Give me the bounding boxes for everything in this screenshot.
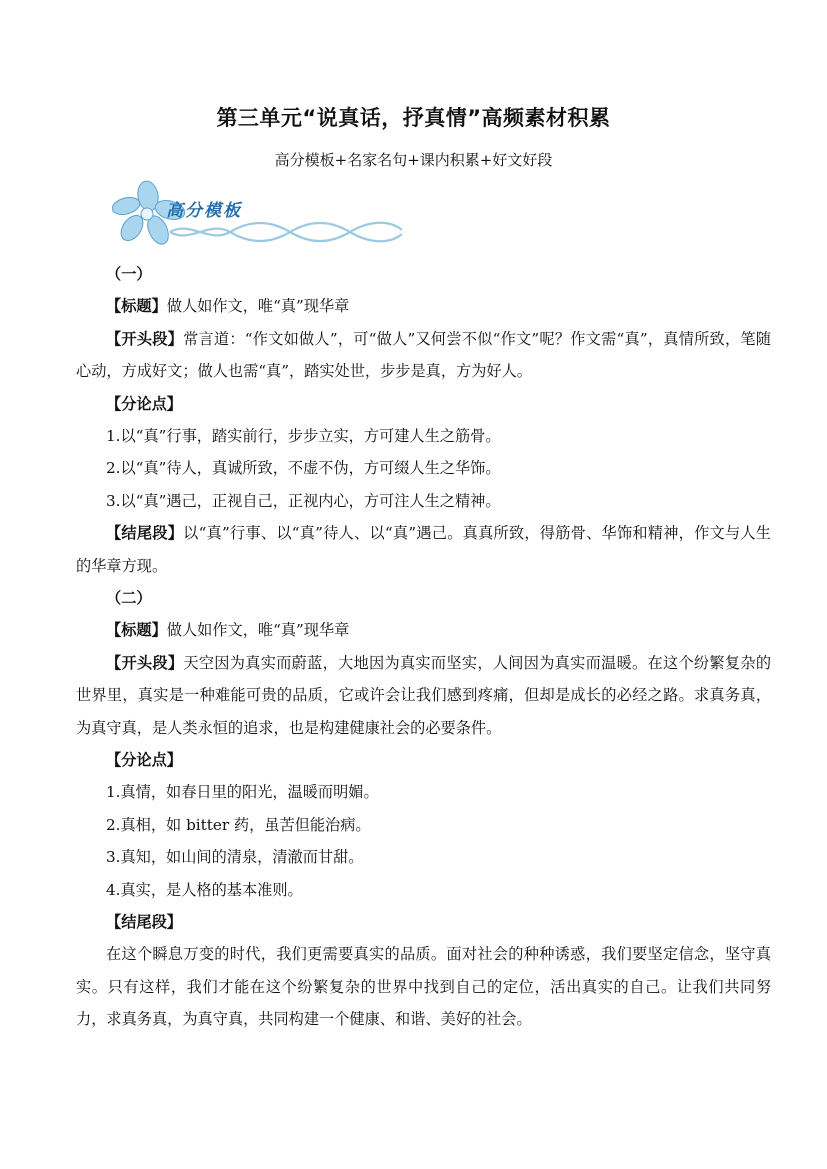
ending-text: 以“真”行事、以“真”待人、以“真”遇己。真真所致，得筋骨、华饰和精神，作文与人生的华章方现。 — [76, 524, 771, 575]
list-item: 2.以“真”待人，真诚所致，不虚不伪，方可缀人生之华饰。 — [106, 459, 501, 478]
list-item: 4.真实，是人格的基本准则。 — [106, 880, 303, 899]
ending-tag: 【结尾段】 — [106, 524, 184, 543]
section-heading: （一） — [106, 265, 152, 283]
list-item: 1.真情，如春日里的阳光，温暖而明媚。 — [106, 783, 379, 802]
title-tag: 【标题】 — [106, 297, 167, 316]
title-text: 做人如作文，唯“真”现华章 — [166, 621, 350, 640]
section-heading: （二） — [106, 588, 152, 607]
opening-paragraph — [76, 323, 771, 388]
ending-paragraph — [76, 517, 771, 582]
title-tag: 【标题】 — [106, 621, 167, 640]
page-subtitle: 高分模板+名家名句+课内积累+好文好段 — [274, 151, 553, 169]
list-item: 1.以“真”行事，踏实前行，步步立实，方可建人生之筋骨。 — [106, 426, 501, 445]
ending-tag: 【结尾段】 — [106, 912, 182, 931]
list-item: 3.真知，如山间的清泉，清澈而甘甜。 — [106, 848, 364, 867]
points-tag: 【分论点】 — [106, 394, 182, 413]
opening-text: 常言道：“作文如做人”，可“做人”又何尝不似“作文”呢？作文需“真”，真情所致，笔随心动，方成好文；做人也需“真”，踏实处世，步步是真，方为好人。 — [76, 329, 771, 381]
page-title: 第三单元“说真话，抒真情”高频素材积累 — [216, 106, 611, 130]
list-item: 3.以“真”遇己，正视自己，正视内心，方可注人生之精神。 — [106, 491, 501, 510]
wave-divider — [170, 223, 402, 242]
ending-paragraph: 在这个瞬息万变的时代，我们更需要真实的品质。面对社会的种种诱惑，我们要坚定信念，坚守真实。只有这样，我们才能在这个纷繁复杂的世界中找到自己的定位，活出真实的自己。让我们共同努力，求真务真，为真守真，共同构建一个健康、和谐、美好的社会。 — [76, 945, 771, 1029]
banner-label: 高分模板 — [166, 201, 242, 221]
opening-tag: 【开头段】 — [106, 653, 184, 672]
title-line — [76, 290, 771, 322]
list-item: 2.真相，如 bitter 药，虽苦但能治病。 — [106, 815, 371, 834]
opening-text: 天空因为真实而蔚蓝，大地因为真实而坚实，人间因为真实而温暖。在这个纷繁复杂的世界里，真实是一种难能可贵的品质，它或许会让我们感到疼痛，但却是成长的必经之路。求真务真，为真守真，是人类永恒的追求，也是构建健康社会的必要条件。 — [76, 653, 772, 737]
opening-tag: 【开头段】 — [106, 329, 184, 348]
title-line — [76, 614, 771, 646]
points-tag: 【分论点】 — [106, 750, 182, 769]
title-text: 做人如作文，唯“真”现华章 — [166, 297, 350, 316]
opening-paragraph — [76, 647, 771, 744]
document-body — [76, 258, 771, 1036]
section-banner-decoration — [112, 180, 412, 246]
